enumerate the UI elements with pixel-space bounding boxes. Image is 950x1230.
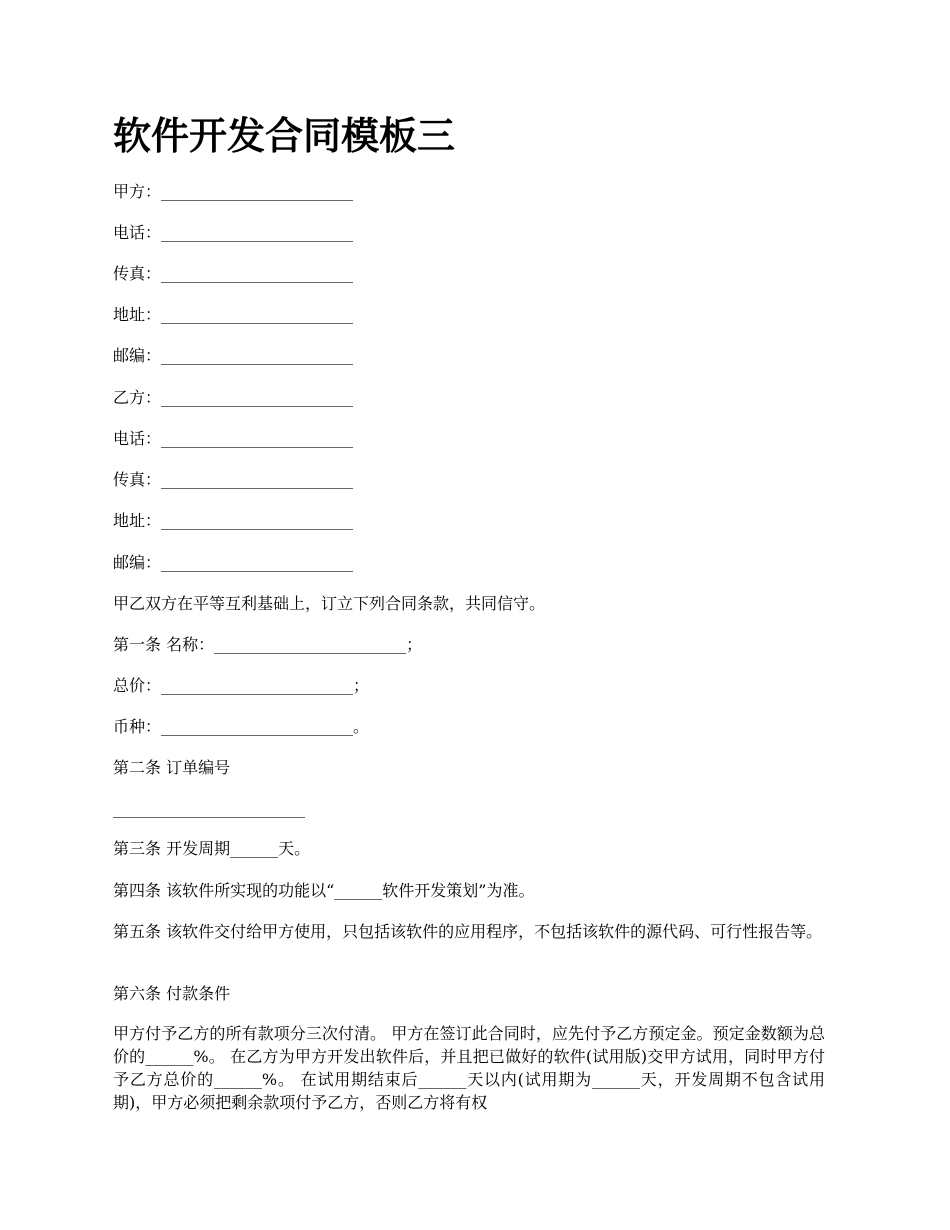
party-a-phone-field: 电话：________________________ bbox=[113, 223, 354, 242]
party-b-postcode-field: 邮编：________________________ bbox=[113, 553, 354, 572]
article-1-name: 第一条 名称：________________________； bbox=[113, 635, 423, 654]
party-a-address-field: 地址：________________________ bbox=[113, 305, 354, 324]
party-a-fax-field: 传真：________________________ bbox=[113, 264, 354, 283]
article-6-heading: 第六条 付款条件 bbox=[113, 984, 231, 1003]
intro-text: 甲乙双方在平等互利基础上，订立下列合同条款，共同信守。 bbox=[113, 594, 546, 613]
party-a-field: 甲方：________________________ bbox=[113, 182, 354, 201]
party-b-address-field: 地址：________________________ bbox=[113, 511, 354, 530]
article-2-heading: 第二条 订单编号 bbox=[113, 758, 231, 777]
total-price-field: 总价：________________________； bbox=[113, 676, 370, 695]
party-a-postcode-field: 邮编：________________________ bbox=[113, 346, 354, 365]
article-3-text: 第三条 开发周期______天。 bbox=[113, 839, 311, 858]
party-b-field: 乙方：________________________ bbox=[113, 388, 354, 407]
party-b-phone-field: 电话：________________________ bbox=[113, 429, 354, 448]
order-number-blank: ________________________ bbox=[113, 799, 305, 818]
currency-field: 币种：________________________。 bbox=[113, 717, 370, 736]
party-b-fax-field: 传真：________________________ bbox=[113, 470, 354, 489]
document-title: 软件开发合同模板三 bbox=[113, 114, 456, 158]
article-4-text: 第四条 该软件所实现的功能以“______软件开发策划”为准。 bbox=[113, 881, 535, 900]
article-5-text: 第五条 该软件交付给甲方使用，只包括该软件的应用程序，不包括该软件的源代码、可行性报告等。 bbox=[113, 922, 823, 941]
payment-terms-text: 甲方付予乙方的所有款项分三次付清。 甲方在签订此合同时，应先付予乙方预定金。预定金数额为总价的______%。 在乙方为甲方开发出软件后，并且把已做好的软件(试用版)交甲方试用，同时甲方付予乙方总价的______%。 在试用期结束后______天以内(试用期为______天，开发周期不包含试用期)，甲方必须把剩余款项付予乙方，否则乙方将有权 bbox=[113, 1024, 825, 1112]
